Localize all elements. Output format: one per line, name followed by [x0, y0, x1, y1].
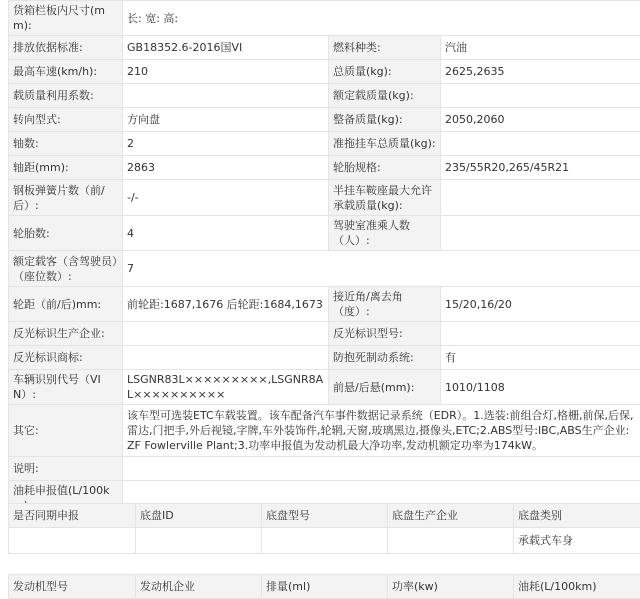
chassis-cell	[9, 528, 136, 554]
chassis-header-cell: 底盘生产企业	[388, 504, 514, 528]
spec-label: 反光标识商标:	[9, 346, 123, 370]
spec-value: 前轮距:1687,1676 后轮距:1684,1673	[123, 287, 329, 322]
spec-value	[441, 180, 640, 216]
spec-value: 7	[123, 251, 640, 287]
spec-value: 2625,2635	[441, 60, 640, 84]
spec-label: 最高车速(km/h):	[9, 60, 123, 84]
chassis-header-cell: 是否同期申报	[9, 504, 136, 528]
spec-label: 燃料种类:	[329, 36, 441, 60]
chassis-data-row	[9, 528, 640, 554]
engine-header-cell: 油耗(L/100km)	[514, 575, 640, 599]
vehicle-spec-table	[8, 0, 640, 516]
spec-value: 该车型可选装ETC车载装置。该车配备汽车事件数据记录系统（EDR）。1.选装:前组合灯,格栅,前保,后保,雷达,门把手,外后视镜,字牌,车外装饰件,轮辋,天窗,玻璃黑边,摄像头,ETC;2.ABS型号:IBC,ABS生产企业:ZF Fowlerville Plant;3.功率申报值为发动机最大净功率,发动机额定功率为174kW。	[123, 405, 640, 457]
spec-label: 反光标识型号:	[329, 322, 441, 346]
spec-value: -/-	[123, 180, 329, 216]
spec-value: 1010/1108	[441, 370, 640, 405]
spec-value	[123, 346, 329, 370]
chassis-cell	[136, 528, 262, 554]
spec-row	[9, 132, 640, 156]
spec-label: 油耗申报值(L/100k	[9, 481, 123, 516]
spec-row	[9, 60, 640, 84]
spec-value	[123, 84, 329, 108]
spec-label: 轴数:	[9, 132, 123, 156]
spec-label: 额定载客（含驾驶员）（座位数）:	[9, 251, 123, 287]
spec-label: 钢板弹簧片数（前/后）:	[9, 180, 123, 216]
spec-label: 车辆识别代号（VIN）:	[9, 370, 123, 405]
spec-label: 前悬/后悬(mm):	[329, 370, 441, 405]
spec-label: 半挂车鞍座最大允许承载质量(kg):	[329, 180, 441, 216]
spec-label: 载质量利用系数:	[9, 84, 123, 108]
chassis-table	[8, 503, 640, 554]
spec-row	[9, 370, 640, 405]
spec-value: 方向盘	[123, 108, 329, 132]
chassis-header-cell: 底盘ID	[136, 504, 262, 528]
spec-value: 15/20,16/20	[441, 287, 640, 322]
spec-value	[123, 322, 329, 346]
spec-value	[441, 132, 640, 156]
spec-value: 2050,2060	[441, 108, 640, 132]
engine-header-cell: 发动机企业	[136, 575, 262, 599]
spec-row	[9, 287, 640, 322]
spec-value	[441, 84, 640, 108]
chassis-cell: 承载式车身	[514, 528, 640, 554]
spec-row	[9, 108, 640, 132]
engine-header-cell: 发动机型号	[9, 575, 136, 599]
spec-value: 长: 宽: 高:	[123, 1, 640, 36]
spec-label: 轮距（前/后)mm:	[9, 287, 123, 322]
spec-row	[9, 346, 640, 370]
spec-label: 防抱死制动系统:	[329, 346, 441, 370]
spec-value: 2863	[123, 156, 329, 180]
spec-row	[9, 322, 640, 346]
spec-label: 其它:	[9, 405, 123, 457]
spec-label: 驾驶室准乘人数（人）:	[329, 216, 441, 251]
spec-label: 总质量(kg):	[329, 60, 441, 84]
spec-row	[9, 84, 640, 108]
spec-row	[9, 180, 640, 216]
spec-label: 轮胎规格:	[329, 156, 441, 180]
chassis-cell	[262, 528, 388, 554]
spec-row	[9, 405, 640, 457]
chassis-header-cell: 底盘型号	[262, 504, 388, 528]
engine-header-row	[9, 575, 640, 599]
engine-table	[8, 574, 640, 599]
spec-label: 整备质量(kg):	[329, 108, 441, 132]
spec-label: 轮胎数:	[9, 216, 123, 251]
spec-value	[441, 216, 640, 251]
spec-value	[441, 322, 640, 346]
spec-value: GB18352.6-2016国VI	[123, 36, 329, 60]
spec-label: 额定载质量(kg):	[329, 84, 441, 108]
spec-label: 转向型式:	[9, 108, 123, 132]
spec-row	[9, 216, 640, 251]
spec-value: 235/55R20,265/45R21	[441, 156, 640, 180]
chassis-cell	[388, 528, 514, 554]
spec-label: 货箱栏板内尺寸(mm):	[9, 1, 123, 36]
spec-value: 2	[123, 132, 329, 156]
chassis-header-row	[9, 504, 640, 528]
engine-header-cell: 功率(kw)	[388, 575, 514, 599]
spec-row	[9, 251, 640, 287]
spec-label: 准拖挂车总质量(kg):	[329, 132, 441, 156]
spec-value: 210	[123, 60, 329, 84]
spec-label: 说明:	[9, 457, 123, 481]
spec-row	[9, 36, 640, 60]
spec-value: 汽油	[441, 36, 640, 60]
spec-value	[123, 457, 640, 481]
spec-label: 排放依据标准:	[9, 36, 123, 60]
spec-value: 4	[123, 216, 329, 251]
spec-row	[9, 156, 640, 180]
spec-label: 接近角/离去角（度）:	[329, 287, 441, 322]
chassis-header-cell: 底盘类别	[514, 504, 640, 528]
spec-row	[9, 457, 640, 481]
engine-header-cell: 排量(ml)	[262, 575, 388, 599]
spec-label: 轴距(mm):	[9, 156, 123, 180]
spec-label: 反光标识生产企业:	[9, 322, 123, 346]
spec-value: 有	[441, 346, 640, 370]
spec-row	[9, 1, 640, 36]
spec-value: LSGNR83L×××××××××,LSGNR8AL××××××××××	[123, 370, 329, 405]
